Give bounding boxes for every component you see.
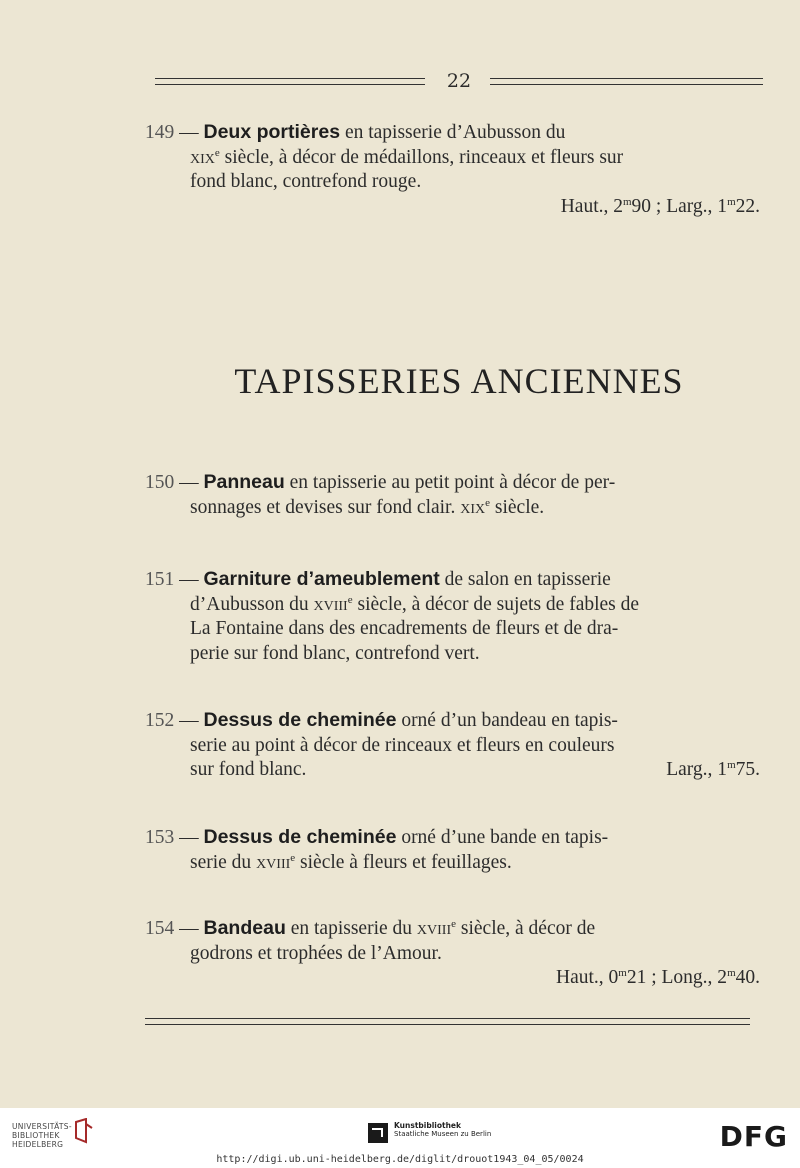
entry-line: perie sur fond blanc, contrefond vert. (190, 642, 480, 664)
entry-line: d’Aubusson du xviii$^e$ siècle, à décor de sujets de fables de (190, 593, 640, 615)
section-title: TAPISSERIES ANCIENNES (234, 361, 684, 401)
lot-number: 153 (145, 827, 175, 848)
entry-line: 150 — Panneau en tapisserie au petit point à décor de per- (145, 471, 616, 493)
source-url[interactable]: http://digi.ub.uni-heidelberg.de/diglit/drouot1943_04_05/0024 (216, 1154, 584, 1165)
entry-line: fond blanc, contrefond rouge. (190, 171, 422, 192)
catalog-entry-151 (145, 567, 760, 666)
entry-line: sur fond blanc. Larg., 1$^m$75. (145, 758, 760, 783)
entry-line: godrons et trophées de l’Amour. (190, 942, 442, 964)
catalog-entry-150 (145, 470, 760, 520)
entry-line: sonnages et devises sur fond clair. xix$^e$ siècle. (190, 496, 545, 518)
entry-line: La Fontaine dans des encadrements de fleurs et de dra- (190, 618, 619, 639)
dimensions: Larg., 1$^m$75. (666, 759, 760, 780)
kunstbibliothek-mark-icon (368, 1123, 388, 1143)
catalog-entry-152 (145, 708, 760, 783)
lot-number: 152 (145, 710, 175, 731)
page-header (155, 70, 763, 92)
university-library-logo: UNIVERSITÄTS- BIBLIOTHEK HEIDELBERG (12, 1122, 72, 1149)
lot-title: Panneau (203, 471, 285, 493)
entry-line: 152 — Dessus de cheminée orné d’un bandeau en tapis- (145, 709, 618, 731)
entry-line: serie du xviii$^e$ siècle à fleurs et feuillages. (190, 851, 512, 873)
lot-number: 150 (145, 472, 175, 493)
lot-title: Bandeau (203, 917, 286, 939)
lot-title: Dessus de cheminée (203, 709, 397, 731)
lot-title: Deux portières (203, 121, 341, 143)
entry-line: 151 — Garniture d’ameublement de salon en tapisserie (145, 568, 611, 590)
digitization-footer: UNIVERSITÄTS- BIBLIOTHEK HEIDELBERG Kunstbibliothek Staatliche Museen zu Berlin DFG http://digi.ub.uni-heidelberg.de/diglit/drouot1943_04_05/0024 (0, 1108, 800, 1168)
catalog-entry-153 (145, 825, 760, 875)
lot-title: Garniture d’ameublement (203, 568, 440, 590)
lot-number: 151 (145, 569, 175, 590)
entry-line: 149 — Deux portières en tapisserie d’Aubusson du (145, 121, 566, 143)
dimensions: Haut., 2$^m$90 ; Larg., 1$^m$22. (560, 195, 760, 217)
catalog-entry-154 (145, 916, 760, 991)
entry-line: 154 — Bandeau en tapisserie du xviii$^e$ siècle, à décor de (145, 917, 596, 939)
dfg-logo: DFG (719, 1120, 788, 1153)
dimensions: Haut., 0$^m$21 ; Long., 2$^m$40. (556, 967, 760, 988)
entry-line: xix$^e$ siècle, à décor de médaillons, rinceaux et fleurs sur (190, 146, 624, 168)
lot-number: 154 (145, 918, 175, 939)
entry-line: 153 — Dessus de cheminée orné d’une bande en tapis- (145, 826, 609, 848)
footer-rule (145, 1018, 750, 1025)
catalog-entry-149 (145, 120, 760, 219)
page-number: 22 (155, 70, 763, 92)
heidelberg-emblem-icon (72, 1118, 94, 1144)
lot-number: 149 (145, 122, 175, 143)
entry-line: serie au point à décor de rinceaux et fleurs en couleurs (190, 734, 615, 756)
lot-title: Dessus de cheminée (203, 826, 397, 848)
